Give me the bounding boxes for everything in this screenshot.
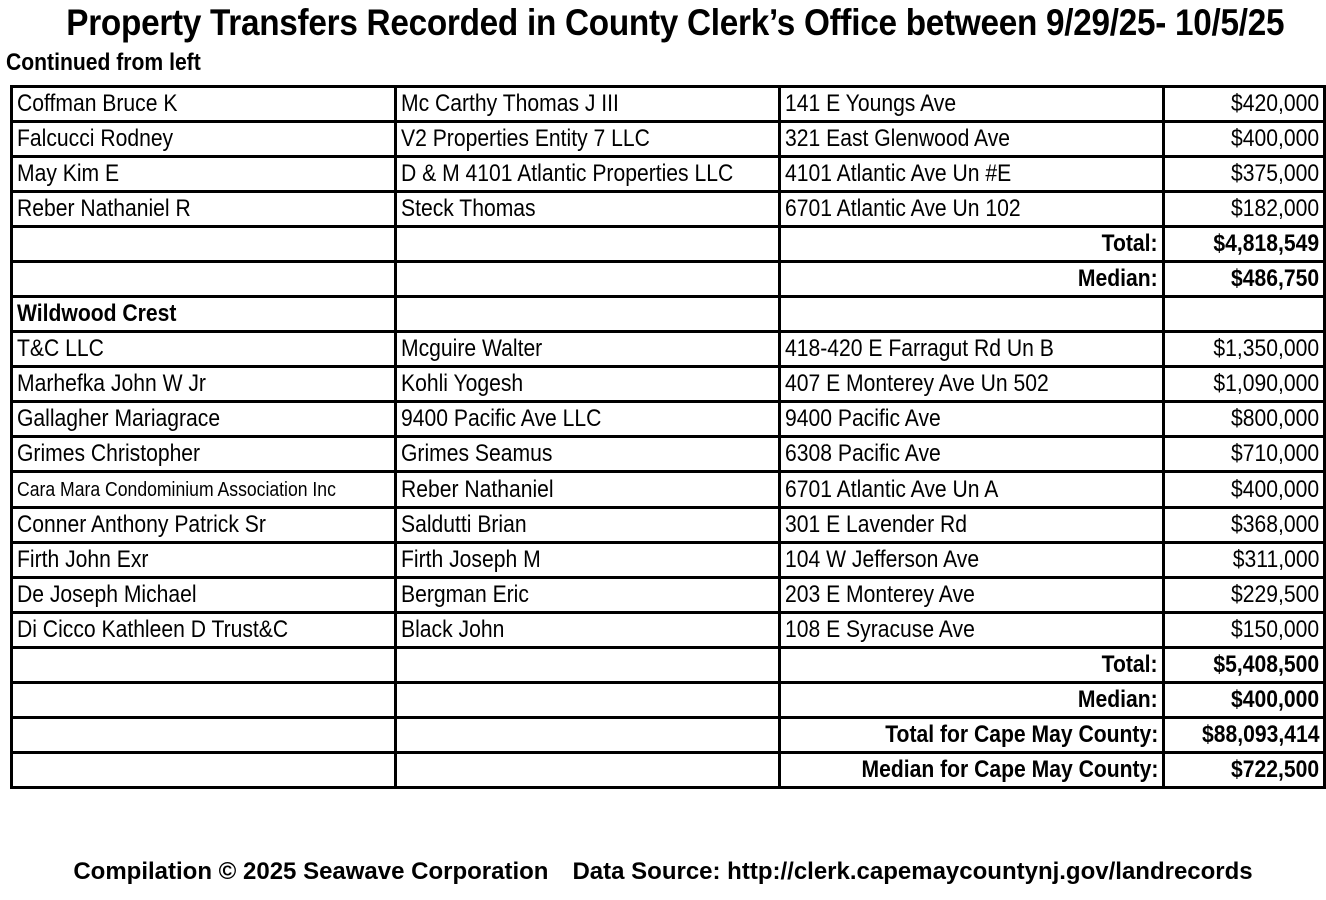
seller-cell-text: Reber Nathaniel R: [17, 195, 191, 222]
summary-value-text: $486,750: [1230, 265, 1319, 292]
summary-value-text: $4,818,549: [1213, 230, 1319, 257]
table-row: [12, 192, 1325, 227]
empty-cell: [396, 683, 780, 718]
price-cell: [1164, 543, 1325, 578]
empty-cell: [396, 227, 780, 262]
address-cell-text: 108 E Syracuse Ave: [785, 616, 975, 643]
buyer-cell-text: Mc Carthy Thomas J III: [401, 90, 619, 117]
empty-cell: [12, 227, 396, 262]
address-cell: [780, 578, 1164, 613]
price-cell: [1164, 192, 1325, 227]
empty-cell: [12, 262, 396, 297]
summary-value-text: $722,500: [1230, 756, 1319, 783]
summary-label: [780, 753, 1164, 788]
buyer-cell-text: D & M 4101 Atlantic Properties LLC: [401, 160, 734, 187]
price-cell: [1164, 122, 1325, 157]
address-cell-text: 418-420 E Farragut Rd Un B: [785, 335, 1054, 362]
price-cell-text: $368,000: [1230, 511, 1319, 538]
buyer-cell-text: Bergman Eric: [401, 581, 529, 608]
address-cell-text: 301 E Lavender Rd: [785, 511, 967, 538]
buyer-cell: [396, 122, 780, 157]
buyer-cell: [396, 157, 780, 192]
seller-cell-text: Conner Anthony Patrick Sr: [17, 511, 266, 538]
buyer-cell: [396, 543, 780, 578]
address-cell: [780, 613, 1164, 648]
seller-cell-text: Cara Mara Condominium Association Inc: [17, 479, 336, 501]
table-row: [12, 578, 1325, 613]
summary-value: [1164, 227, 1325, 262]
seller-cell: [12, 543, 396, 578]
buyer-cell: [396, 472, 780, 508]
summary-label-text: Total for Cape May County:: [884, 721, 1158, 748]
address-cell: [780, 402, 1164, 437]
table-row: [12, 437, 1325, 472]
buyer-cell-text: Saldutti Brian: [401, 511, 527, 538]
buyer-cell: [396, 332, 780, 367]
table-row: [12, 613, 1325, 648]
price-cell: [1164, 508, 1325, 543]
summary-label: [780, 718, 1164, 753]
summary-row: [12, 227, 1325, 262]
summary-value: [1164, 262, 1325, 297]
table-row: [12, 87, 1325, 122]
summary-label: [780, 683, 1164, 718]
seller-cell-text: Di Cicco Kathleen D Trust&C: [17, 616, 289, 643]
summary-label-text: Median for Cape May County:: [861, 756, 1158, 783]
empty-cell: [396, 718, 780, 753]
buyer-cell-text: Kohli Yogesh: [401, 370, 524, 397]
table-row: [12, 543, 1325, 578]
price-cell: [1164, 87, 1325, 122]
table-row: [12, 508, 1325, 543]
seller-cell: [12, 437, 396, 472]
empty-cell: [396, 262, 780, 297]
continued-note: Continued from left: [6, 49, 201, 76]
buyer-cell: [396, 87, 780, 122]
seller-cell-text: Marhefka John W Jr: [17, 370, 206, 397]
table-row: [12, 157, 1325, 192]
address-cell: [780, 367, 1164, 402]
seller-cell-text: Grimes Christopher: [17, 440, 201, 467]
empty-cell: [396, 297, 780, 332]
page-title: Property Transfers Recorded in County Clerk’s Office between 9/29/25- 10/5/25: [66, 2, 1285, 43]
seller-cell-text: Falcucci Rodney: [17, 125, 174, 152]
address-cell-text: 104 W Jefferson Ave: [785, 546, 980, 573]
price-cell-text: $400,000: [1230, 475, 1319, 503]
summary-label: [780, 227, 1164, 262]
address-cell: [780, 157, 1164, 192]
buyer-cell-text: Mcguire Walter: [401, 335, 543, 362]
summary-value-text: $5,408,500: [1213, 651, 1319, 678]
address-cell: [780, 543, 1164, 578]
price-cell-text: $710,000: [1230, 440, 1319, 467]
empty-cell: [1164, 297, 1325, 332]
summary-label: [780, 262, 1164, 297]
buyer-cell-text: V2 Properties Entity 7 LLC: [401, 125, 650, 152]
price-cell: [1164, 437, 1325, 472]
address-cell: [780, 332, 1164, 367]
price-cell-text: $311,000: [1232, 546, 1319, 573]
price-cell: [1164, 578, 1325, 613]
seller-cell: [12, 578, 396, 613]
price-cell-text: $375,000: [1230, 160, 1319, 187]
address-cell-text: 4101 Atlantic Ave Un #E: [785, 160, 1012, 187]
summary-row: [12, 683, 1325, 718]
seller-cell: [12, 402, 396, 437]
seller-cell: [12, 613, 396, 648]
price-cell-text: $150,000: [1230, 616, 1319, 643]
price-cell-text: $182,000: [1230, 195, 1319, 222]
address-cell-text: 6701 Atlantic Ave Un A: [785, 475, 999, 503]
seller-cell-text: Firth John Exr: [17, 546, 149, 573]
empty-cell: [12, 718, 396, 753]
summary-value-text: $88,093,414: [1201, 721, 1319, 748]
seller-cell: [12, 367, 396, 402]
seller-cell-text: May Kim E: [17, 160, 120, 187]
seller-cell: [12, 157, 396, 192]
seller-cell: [12, 332, 396, 367]
table-row: [12, 472, 1325, 508]
price-cell: [1164, 472, 1325, 508]
section-heading: [12, 297, 396, 332]
summary-label-text: Median:: [1078, 686, 1158, 713]
address-cell-text: 321 East Glenwood Ave: [785, 125, 1011, 152]
table-row: [12, 332, 1325, 367]
buyer-cell: [396, 613, 780, 648]
price-cell: [1164, 332, 1325, 367]
section-heading-text: Wildwood Crest: [17, 300, 177, 327]
price-cell: [1164, 402, 1325, 437]
table-row: [12, 402, 1325, 437]
buyer-cell-text: Steck Thomas: [401, 195, 536, 222]
buyer-cell: [396, 508, 780, 543]
summary-value: [1164, 718, 1325, 753]
summary-row: [12, 262, 1325, 297]
seller-cell: [12, 472, 396, 508]
empty-cell: [12, 648, 396, 683]
table-row: [12, 367, 1325, 402]
summary-label-text: Total:: [1102, 651, 1158, 678]
empty-cell: [396, 753, 780, 788]
footer-data-source: Data Source: http://clerk.capemaycountynj.gov/landrecords: [572, 858, 1253, 885]
summary-label-text: Total:: [1102, 230, 1158, 257]
address-cell-text: 6701 Atlantic Ave Un 102: [785, 195, 1021, 222]
address-cell: [780, 508, 1164, 543]
address-cell-text: 203 E Monterey Ave: [785, 581, 975, 608]
price-cell-text: $1,350,000: [1213, 335, 1319, 362]
seller-cell: [12, 192, 396, 227]
summary-label-text: Median:: [1078, 265, 1158, 292]
price-cell-text: $800,000: [1230, 405, 1319, 432]
transfers-table: [10, 85, 1326, 789]
footer-compilation: Compilation © 2025 Seawave Corporation: [73, 858, 549, 885]
empty-cell: [780, 297, 1164, 332]
price-cell-text: $420,000: [1230, 90, 1319, 117]
seller-cell-text: Coffman Bruce K: [17, 90, 178, 117]
price-cell: [1164, 367, 1325, 402]
empty-cell: [12, 683, 396, 718]
summary-row: [12, 753, 1325, 788]
address-cell-text: 6308 Pacific Ave: [785, 440, 941, 467]
buyer-cell-text: Grimes Seamus: [401, 440, 553, 467]
buyer-cell-text: 9400 Pacific Ave LLC: [401, 405, 602, 432]
buyer-cell: [396, 367, 780, 402]
address-cell: [780, 472, 1164, 508]
price-cell-text: $400,000: [1230, 125, 1319, 152]
summary-row: [12, 718, 1325, 753]
seller-cell: [12, 122, 396, 157]
price-cell: [1164, 157, 1325, 192]
address-cell: [780, 437, 1164, 472]
address-cell: [780, 192, 1164, 227]
price-cell-text: $1,090,000: [1213, 370, 1319, 397]
address-cell-text: 407 E Monterey Ave Un 502: [785, 370, 1049, 397]
buyer-cell-text: Reber Nathaniel: [401, 475, 554, 503]
buyer-cell: [396, 192, 780, 227]
summary-value: [1164, 648, 1325, 683]
address-cell: [780, 87, 1164, 122]
footer: [0, 858, 1326, 886]
seller-cell: [12, 508, 396, 543]
summary-label: [780, 648, 1164, 683]
address-cell-text: 9400 Pacific Ave: [785, 405, 941, 432]
seller-cell: [12, 87, 396, 122]
price-cell: [1164, 613, 1325, 648]
address-cell-text: 141 E Youngs Ave: [785, 90, 957, 117]
buyer-cell: [396, 578, 780, 613]
summary-value: [1164, 683, 1325, 718]
buyer-cell: [396, 437, 780, 472]
summary-row: [12, 648, 1325, 683]
buyer-cell-text: Firth Joseph M: [401, 546, 541, 573]
seller-cell-text: T&C LLC: [17, 335, 104, 362]
buyer-cell: [396, 402, 780, 437]
section-row: [12, 297, 1325, 332]
summary-value-text: $400,000: [1230, 686, 1319, 713]
empty-cell: [396, 648, 780, 683]
seller-cell-text: Gallagher Mariagrace: [17, 405, 221, 432]
price-cell-text: $229,500: [1230, 581, 1319, 608]
summary-value: [1164, 753, 1325, 788]
empty-cell: [12, 753, 396, 788]
address-cell: [780, 122, 1164, 157]
buyer-cell-text: Black John: [401, 616, 505, 643]
seller-cell-text: De Joseph Michael: [17, 581, 197, 608]
table-row: [12, 122, 1325, 157]
